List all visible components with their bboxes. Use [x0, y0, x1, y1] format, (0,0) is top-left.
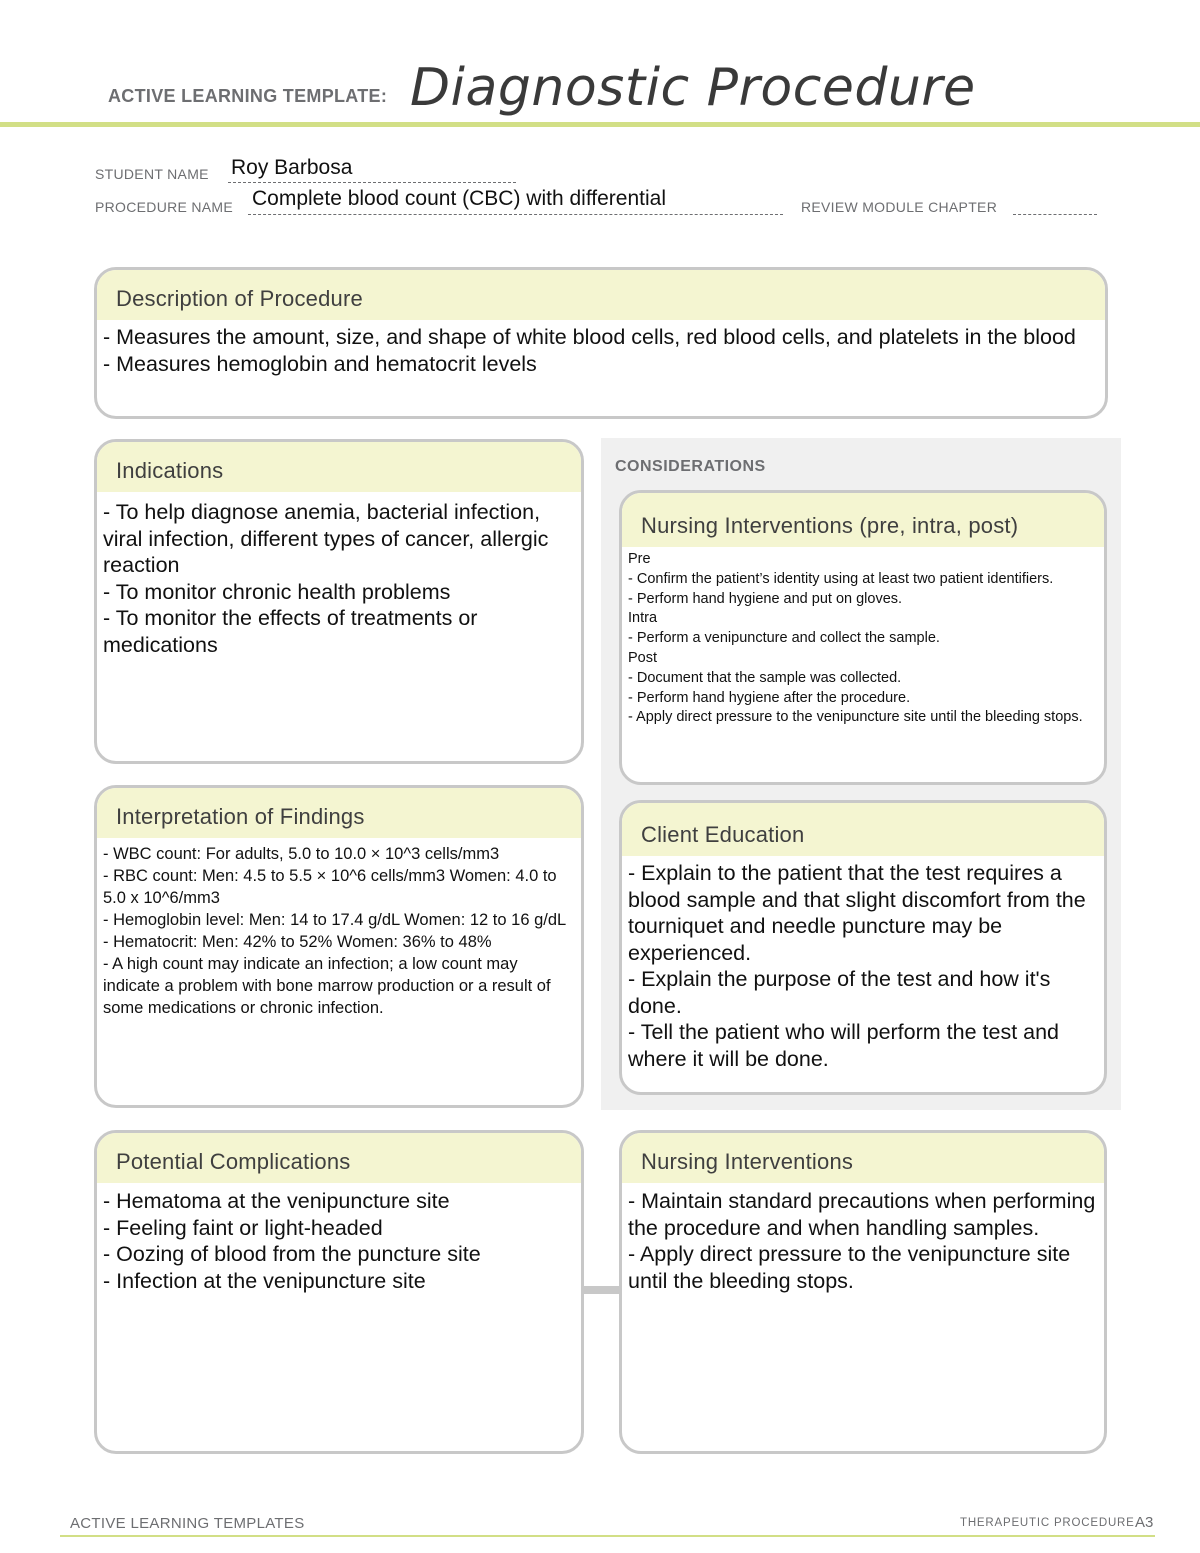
complications-line: - Oozing of blood from the puncture site	[103, 1242, 481, 1266]
nursing-post-line: - Apply direct pressure to the venipuncture site until the bleeding stops.	[628, 709, 1083, 726]
footer-right: THERAPEUTIC PROCEDURE	[960, 1517, 1135, 1529]
nursing-interventions-body[interactable]	[622, 1183, 1104, 1294]
interpretation-line: - Hematocrit: Men: 42% to 52% Women: 36% to 48%	[103, 933, 492, 951]
description-line: - Measures hemoglobin and hematocrit levels	[103, 351, 537, 376]
student-name-label: STUDENT NAME	[95, 166, 209, 182]
client-education-line: - Tell the patient who will perform the test and where it will be done.	[628, 1020, 1060, 1071]
client-education-line: - Explain to the patient that the test requires a blood sample and that slight discomfort from the tourniquet and needle puncture may be experienced.	[628, 861, 1086, 965]
interpretation-panel	[94, 785, 584, 1108]
complications-body[interactable]	[97, 1183, 581, 1294]
indications-line: - To monitor the effects of treatments or medications	[103, 606, 478, 657]
indications-panel	[94, 439, 584, 764]
description-title: Description of Procedure	[97, 270, 1105, 320]
indications-line: - To monitor chronic health problems	[103, 579, 451, 604]
nursing-interventions-line: - Apply direct pressure to the venipuncture site until the bleeding stops.	[628, 1242, 1071, 1293]
nursing-pre-intra-post-body[interactable]	[622, 547, 1104, 728]
student-name-field[interactable]: Roy Barbosa	[231, 156, 353, 179]
interpretation-line: - Hemoglobin level: Men: 14 to 17.4 g/dL Women: 12 to 16 g/dL	[103, 911, 567, 929]
interpretation-line: - WBC count: For adults, 5.0 to 10.0 × 10^3 cells/mm3	[103, 845, 500, 863]
client-education-line: - Explain the purpose of the test and how it's done.	[628, 967, 1051, 1018]
procedure-name-underline	[248, 214, 783, 215]
review-module-label: REVIEW MODULE CHAPTER	[801, 199, 998, 215]
nursing-pre-intra-post-panel	[619, 490, 1107, 785]
nursing-intra-line: Intra	[628, 610, 658, 627]
procedure-name-field[interactable]: Complete blood count (CBC) with differential	[252, 187, 666, 210]
header-rule	[0, 122, 1200, 127]
page-number: A3	[1135, 1514, 1154, 1531]
nursing-interventions-line: - Maintain standard precautions when performing the procedure and when handling samples.	[628, 1189, 1096, 1240]
nursing-interventions-panel	[619, 1130, 1107, 1454]
nursing-intra-line: - Perform a venipuncture and collect the sample.	[628, 630, 940, 647]
nursing-pre-line: - Perform hand hygiene and put on gloves.	[628, 590, 903, 607]
template-label: ACTIVE LEARNING TEMPLATE:	[108, 86, 388, 106]
client-education-body[interactable]	[622, 856, 1104, 1072]
nursing-post-line: - Document that the sample was collected.	[628, 669, 902, 686]
nursing-pre-line: Pre	[628, 551, 651, 567]
procedure-name-label: PROCEDURE NAME	[95, 199, 233, 215]
nursing-interventions-title: Nursing Interventions	[622, 1133, 1104, 1183]
panel-connector	[582, 1286, 622, 1294]
page-title: Diagnostic Procedure	[410, 58, 976, 118]
description-panel	[94, 267, 1108, 419]
complications-line: - Feeling faint or light-headed	[103, 1215, 383, 1240]
client-education-title: Client Education	[622, 803, 1104, 856]
nursing-pre-intra-post-title: Nursing Interventions (pre, intra, post)	[622, 493, 1104, 547]
nursing-post-line: - Perform hand hygiene after the procedure.	[628, 689, 911, 706]
complications-line: - Infection at the venipuncture site	[103, 1268, 426, 1293]
description-line: - Measures the amount, size, and shape of white blood cells, red blood cells, and platelets in the blood	[103, 325, 1076, 349]
interpretation-title: Interpretation of Findings	[97, 788, 581, 838]
footer-left: ACTIVE LEARNING TEMPLATES	[70, 1515, 305, 1532]
indications-body[interactable]	[97, 492, 581, 658]
indications-line: - To help diagnose anemia, bacterial infection, viral infection, different types of cancer, allergic reaction	[103, 500, 549, 577]
complications-title: Potential Complications	[97, 1133, 581, 1183]
client-education-panel	[619, 800, 1107, 1095]
complications-panel	[94, 1130, 584, 1454]
nursing-post-line: Post	[628, 649, 658, 666]
footer-rule	[60, 1535, 1155, 1537]
student-name-underline	[228, 182, 516, 183]
interpretation-line: - RBC count: Men: 4.5 to 5.5 × 10^6 cells/mm3 Women: 4.0 to 5.0 x 10^6/mm3	[103, 867, 557, 907]
review-module-field[interactable]	[1013, 214, 1097, 215]
considerations-label: CONSIDERATIONS	[615, 458, 766, 475]
interpretation-line: - A high count may indicate an infection; a low count may indicate a problem with bone marrow production or a result of some medications or chronic infection.	[103, 955, 551, 1017]
indications-title: Indications	[97, 442, 581, 492]
complications-line: - Hematoma at the venipuncture site	[103, 1189, 450, 1213]
nursing-pre-line: - Confirm the patient’s identity using at least two patient identifiers.	[628, 570, 1054, 587]
interpretation-body[interactable]	[97, 838, 581, 1019]
description-body[interactable]	[97, 320, 1105, 377]
